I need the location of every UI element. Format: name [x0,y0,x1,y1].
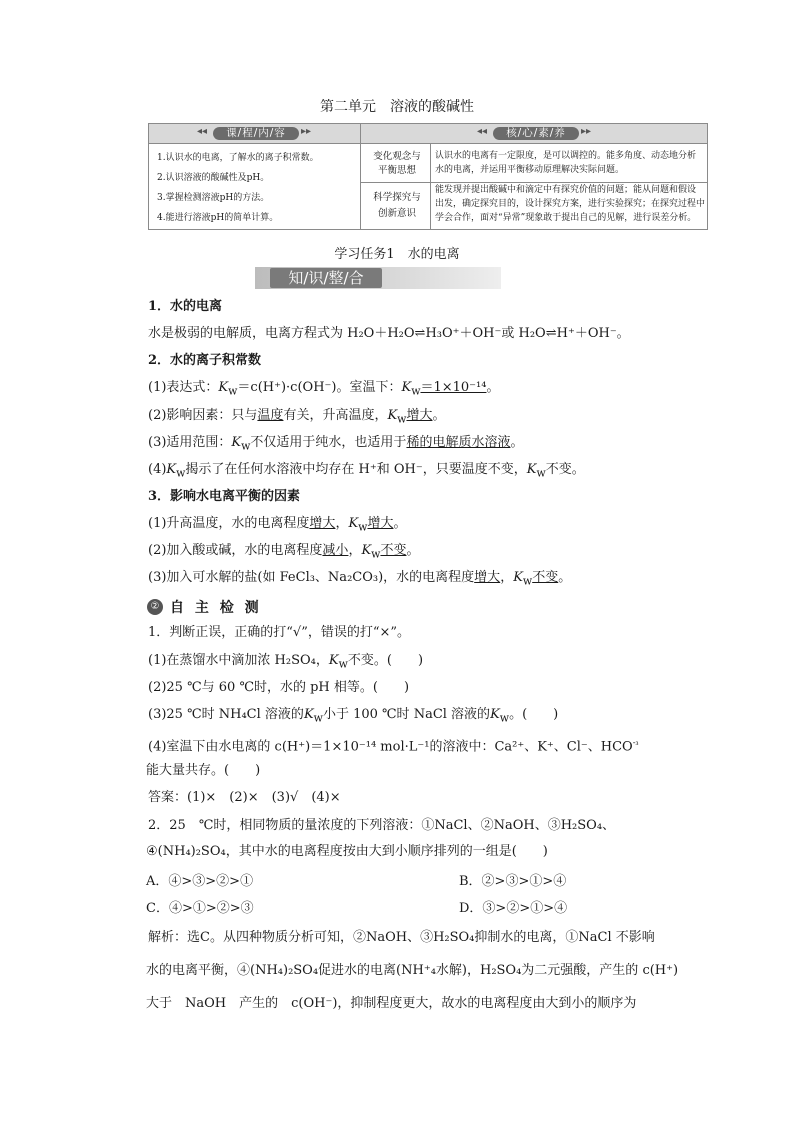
goal-item: 3.掌握检测溶液pH的方法。 [157,193,270,203]
text: 水是极弱的电解质，电离方程式为 H₂O＋H₂O [148,326,415,341]
explanation: 水的电离平衡，④(NH₄)₂SO₄促进水的电离(NH⁺₄水解)，H₂SO₄为二元强酸，产生的 c(H⁺) [146,963,679,978]
text: 不变。 [545,462,585,477]
answer: 答案：(1)× (2)× (3)√ (4)× [148,790,341,805]
explanation: 大于 NaOH 产生的 c(OH⁻)，抑制程度更大，故水的电离程度由大到小的顺序为 [146,996,637,1011]
text: (4) [148,462,167,477]
answer-blank: 不变 [532,570,559,585]
answer-blank: 增大 [309,516,336,531]
text: 。 [486,380,500,395]
task-title: 学习任务1 水的电离 [334,247,460,262]
answer-blank: 减小 [322,543,349,558]
literacy-name: 科学探究与 [373,192,421,203]
goal-item: 4.能进行溶液pH的简单计算。 [157,213,279,223]
objectives-table [148,123,708,230]
kw-sub: w [358,520,368,534]
kw-symbol: K [387,408,398,423]
section-heading: 1．水的电离 [148,299,223,314]
text: (3)加入可水解的盐(如 FeCl₃、Na₂CO₃)，水的电离程度 [148,570,475,585]
paragraph [148,434,523,456]
paragraph [148,379,499,401]
kw-sub: w [536,466,546,480]
kw-symbol: K [513,570,523,585]
kw-sub: w [228,384,238,398]
chevron-right-icon: ▸▸ [581,126,592,137]
literacy-desc: 水的电离，并运用平衡移动原理解决实际问题。 [435,165,625,175]
answer-blank: 稀的电解质水溶液 [406,435,511,450]
text: ， [348,543,362,558]
kw-sub: w [313,711,323,725]
literacy-name: 变化观念与 [373,151,421,162]
paragraph [148,515,406,537]
text: 。 [432,408,446,423]
question-item [148,706,558,728]
core-literacy-tab: 核/心/素/养 [493,127,579,140]
kw-symbol: K [401,380,412,395]
paragraph [148,325,630,343]
option-a: A．④>③>②>① [146,874,254,889]
text: 。( ) [509,707,559,722]
option-c: C．④>①>②>③ [146,901,254,916]
kw-symbol: K [526,462,537,477]
kw-symbol: K [231,435,242,450]
kw-sub: w [338,657,348,671]
text: ＝c(H⁺)·c(OH⁻)。室温下： [237,380,402,395]
course-content-tab: 课/程/内/容 [213,127,299,140]
kw-symbol: K [361,543,372,558]
text: 揭示了在任何水溶液中均存在 H⁺和 OH⁻，只要温度不变， [185,462,527,477]
question-item: (2)25 ℃与 60 ℃时，水的 pH 相等。( ) [148,680,410,695]
option-b: B．②>③>①>④ [459,874,567,889]
section-number-icon: ② [147,599,163,615]
text: H₃O⁺＋OH⁻或 H₂O [425,326,546,341]
text: (4)室温下由水电离的 c(H⁺)＝1×10⁻¹⁴ mol·L⁻¹的溶液中：Ca²⁺、K⁺、Cl⁻、HCO [148,739,633,755]
text: 有关，升高温度， [283,408,388,423]
chevron-left-icon: ◂◂ [477,126,488,137]
kw-symbol: K [348,516,359,531]
text: 。 [406,543,420,558]
question: 2．25 ℃时，相同物质的量浓度的下列溶液：①NaCl、②NaOH、③H₂SO₄、 [148,818,616,833]
question-item [148,734,639,756]
answer-blank: 增大 [367,516,394,531]
kw-sub: w [499,711,510,725]
kw-symbol: K [328,653,339,668]
goal-item: 1.认识水的电离，了解水的离子积常数。 [157,153,319,163]
question-item [148,652,423,674]
text: 不仅适用于纯水，也适用于 [250,435,407,450]
paragraph [148,542,419,564]
text: ， [335,516,349,531]
literacy-desc: 出发，确定探究目的，设计探究方案，进行实验探究；在探究过程中 [435,199,706,209]
kw-sub: w [522,574,533,588]
text: 。 [393,516,407,531]
literacy-desc: 能发现并提出酸碱中和滴定中有探究价值的问题；能从问题和假设 [435,185,697,195]
paragraph [148,569,571,591]
knowledge-banner-label: 知/识/整/合 [270,268,382,288]
goal-item: 2.认识溶液的酸碱性及pH。 [157,173,270,183]
equilibrium-arrow-icon: ⇌ [414,326,426,341]
question: 1．判断正误，正确的打“√”，错误的打“×”。 [148,625,411,640]
paragraph [148,407,445,429]
text: 不变。( ) [347,653,424,668]
section-heading: 3．影响水电离平衡的因素 [148,489,301,504]
text: ， [500,570,514,585]
text: (2)影响因素：只与 [148,408,258,423]
right-header-bar [361,124,707,144]
literacy-name: 平衡思想 [377,165,416,176]
answer-blank: 增大 [474,570,501,585]
divider [361,182,707,183]
text: (1)升高温度，水的电离程度 [148,516,310,531]
ion-charge: -₃ [632,738,639,747]
kw-symbol: K [218,380,229,395]
kw-symbol: K [166,462,177,477]
kw-sub: w [176,466,186,480]
text: (3)25 ℃时 NH₄Cl 溶液的 [148,707,304,722]
chevron-right-icon: ▸▸ [301,126,312,137]
answer-blank: 不变 [380,543,407,558]
question-item: 能大量共存。( ) [146,763,261,778]
text: (3)适用范围： [148,435,232,450]
equilibrium-arrow-icon: ⇌ [545,326,557,341]
explanation: 解析：选C。从四种物质分析可知，②NaOH、③H₂SO₄抑制水的电离，①NaCl 不影响 [148,930,655,945]
kw-sub: w [411,384,421,398]
text: 。 [558,570,572,585]
text: 小于 100 ℃时 NaCl 溶液的 [322,707,491,722]
unit-title: 第二单元 溶液的酸碱性 [320,99,474,115]
answer-blank: 增大 [406,408,433,423]
literacy-desc: 认识水的电离有一定限度，是可以调控的。能多角度、动态地分析 [435,151,697,161]
text: (2)加入酸或碱，水的电离程度 [148,543,323,558]
paragraph [148,461,585,483]
text: H⁺＋OH⁻。 [556,326,630,341]
answer-blank: 温度 [257,408,284,423]
text: (1)表达式： [148,380,219,395]
question: ④(NH₄)₂SO₄，其中水的电离程度按由大到小顺序排列的一组是( ) [146,844,548,859]
answer-blank: ＝1×10⁻¹⁴ [420,380,487,395]
self-check-title: 自 主 检 测 [170,600,262,616]
left-header-bar [149,124,361,144]
option-d: D．③>②>①>④ [459,901,568,916]
kw-symbol: K [303,707,314,722]
literacy-name: 创新意识 [377,208,416,219]
section-heading: 2．水的离子积常数 [148,353,262,368]
kw-sub: w [371,547,381,561]
kw-sub: w [397,412,407,426]
literacy-desc: 学会合作，面对“异常”现象敢于提出自己的见解，进行误差分析。 [435,213,697,223]
text: (1)在蒸馏水中滴加浓 H₂SO₄， [148,653,329,668]
kw-symbol: K [490,707,500,722]
text: 。 [510,435,524,450]
kw-sub: w [241,439,251,453]
chevron-left-icon: ◂◂ [197,126,208,137]
